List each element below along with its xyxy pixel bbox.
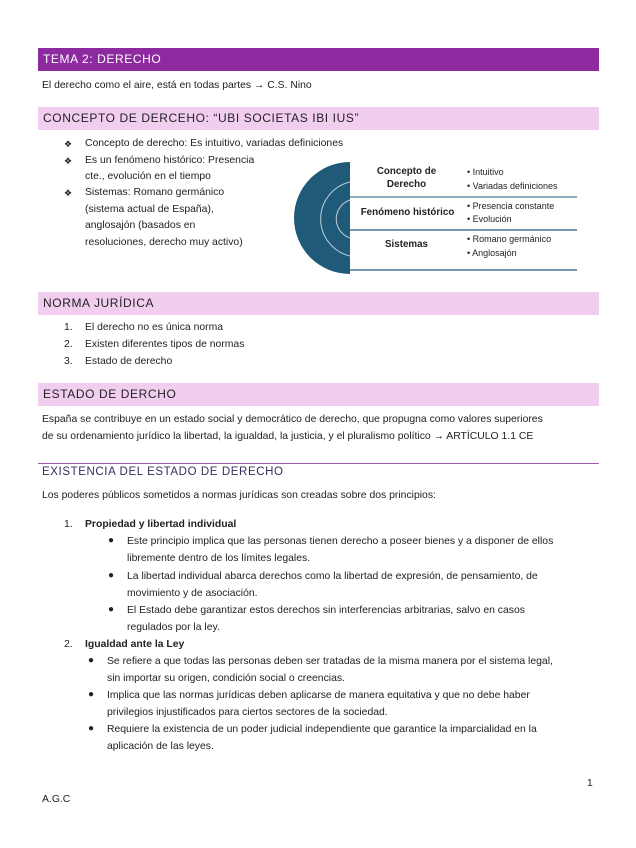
p2-bullet-3-line2: aplicación de las leyes. — [107, 741, 214, 752]
diagram-row1-title-line2: Derecho — [386, 179, 427, 190]
concepto-diagram — [292, 160, 582, 278]
bullet-dot-icon: ● — [108, 535, 115, 546]
p1-bullet-1-line1: Este principio implica que las personas tienen derecho a poseer bienes y a disponer de ellos — [127, 536, 554, 547]
estado-heading: ESTADO DE DERCHO — [38, 383, 599, 406]
principle-2-num: 2. — [64, 639, 73, 650]
bullet-dot-icon: ● — [88, 655, 95, 666]
bullet-dot-icon: ● — [108, 604, 115, 615]
norma-item-1-num: 1. — [64, 322, 73, 333]
existencia-rule — [38, 463, 599, 464]
norma-heading: NORMA JURÍDICA — [38, 292, 599, 315]
existencia-heading: EXISTENCIA DEL ESTADO DE DERECHO — [42, 466, 284, 478]
p1-bullet-3-line2: regulados por la ley. — [127, 622, 220, 633]
concepto-bullet-2-line2: cte., evolución en el tiempo — [85, 171, 211, 182]
diamond-bullet-icon: ❖ — [64, 156, 73, 166]
bullet-dot-icon: ● — [88, 723, 95, 734]
concepto-bullet-2-line1: Es un fenómeno histórico: Presencia — [85, 155, 255, 166]
concepto-bullet-3-line3: anglosajón (basados en — [85, 220, 196, 231]
concepto-heading: CONCEPTO DE DERCEHO: “UBI SOCIETAS IBI IUS” — [38, 107, 599, 130]
p1-bullet-1-line2: libremente dentro de los límites legales. — [127, 553, 311, 564]
p1-bullet-2-line2: movimiento y de asociación. — [127, 588, 258, 599]
p2-bullet-1-line2: sin importar su origen, condición social o creencias. — [107, 673, 345, 684]
p2-bullet-2-line2: privilegios injustificados para ciertos sectores de la sociedad. — [107, 707, 388, 718]
norma-item-3: Estado de derecho — [85, 356, 173, 367]
diagram-row2-item1: • Presencia constante — [467, 201, 555, 211]
p2-bullet-3-line1: Requiere la existencia de un poder judicial independiente que garantice la imparcialidad en la — [107, 724, 537, 735]
concepto-bullet-3-line1: Sistemas: Romano germánico — [85, 187, 225, 198]
diagram-row1-title-line1: Concepto de — [376, 166, 437, 177]
diamond-bullet-icon: ❖ — [64, 139, 73, 149]
diagram-row2-item2: • Evolución — [467, 214, 512, 224]
existencia-intro: Los poderes públicos sometidos a normas jurídicas son creadas sobre dos principios: — [42, 490, 436, 501]
p1-bullet-3-line1: El Estado debe garantizar estos derechos sin interferencias arbitrarias, salvo en casos — [127, 605, 525, 616]
norma-item-3-num: 3. — [64, 356, 73, 367]
estado-text-line2: de su ordenamiento jurídico la libertad, la igualdad, la justicia, y el pluralismo político → ARTÍCULO 1.1 CE — [42, 431, 534, 442]
tema-heading: TEMA 2: DERECHO — [38, 48, 599, 71]
diagram-row3-title: Sistemas — [384, 239, 429, 250]
concepto-bullet-3-line2: (sistema actual de España), — [85, 204, 214, 215]
norma-item-2: Existen diferentes tipos de normas — [85, 339, 245, 350]
principle-1-num: 1. — [64, 519, 73, 530]
norma-item-2-num: 2. — [64, 339, 73, 350]
diagram-row3-item2: • Anglosajón — [467, 248, 517, 258]
diagram-arc-graphic — [292, 160, 582, 278]
p2-bullet-2-line1: Implica que las normas jurídicas deben aplicarse de manera equitativa y que no debe haber — [107, 690, 530, 701]
intro-text: El derecho como el aire, está en todas partes → C.S. Nino — [42, 80, 312, 91]
diagram-row2-title: Fenómeno histórico — [360, 207, 455, 218]
concepto-bullet-3-line4: resoluciones, derecho muy activo) — [85, 237, 243, 248]
p1-bullet-2-line1: La libertad individual abarca derechos como la libertad de expresión, de pensamiento, de — [127, 571, 538, 582]
principle-2-title: Igualdad ante la Ley — [85, 639, 185, 650]
diamond-bullet-icon: ❖ — [64, 188, 73, 198]
p2-bullet-1-line1: Se refiere a que todas las personas deben ser tratadas de la misma manera por el sistema legal, — [107, 656, 553, 667]
bullet-dot-icon: ● — [88, 689, 95, 700]
estado-text-line1: España se contribuye en un estado social y democrático de derecho, que propugna como valores superiores — [42, 414, 543, 425]
diagram-row1-item1: • Intuitivo — [467, 167, 504, 177]
diagram-row1-item2: • Variadas definiciones — [467, 181, 558, 191]
footer-initials: A.G.C — [42, 794, 71, 805]
page-number: 1 — [587, 778, 593, 789]
diagram-row3-item1: • Romano germánico — [467, 234, 552, 244]
norma-item-1: El derecho no es única norma — [85, 322, 224, 333]
bullet-dot-icon: ● — [108, 570, 115, 581]
principle-1-title: Propiedad y libertad individual — [85, 519, 237, 530]
concepto-bullet-1: Concepto de derecho: Es intuitivo, variadas definiciones — [85, 138, 344, 149]
